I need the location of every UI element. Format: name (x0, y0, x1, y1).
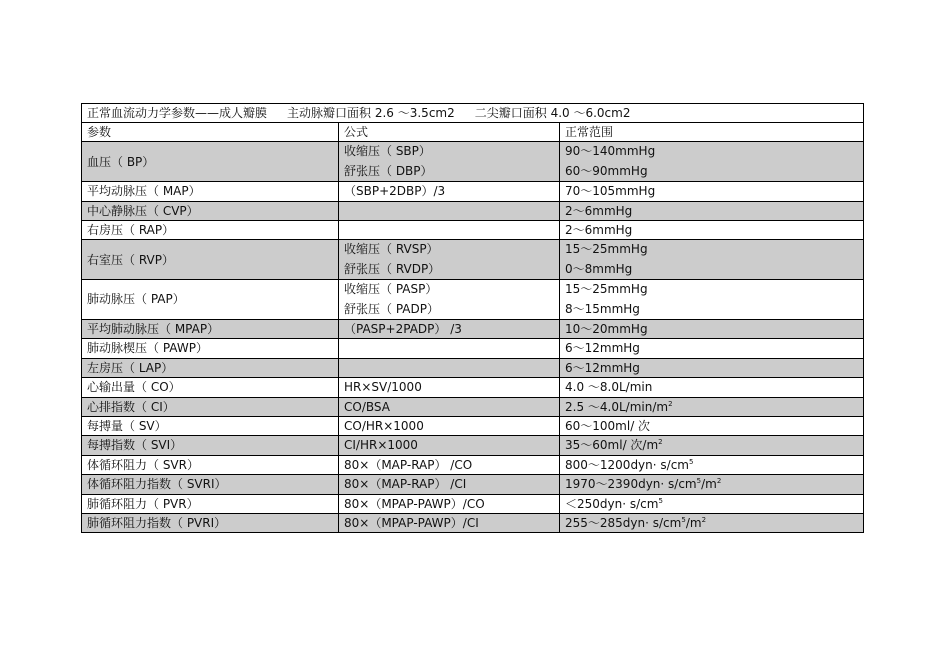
range-text: 1970～2390dyn· s/cm (565, 477, 697, 492)
title-aortic: 主动脉瓣口面积 2.6 ～3.5cm2 (287, 106, 455, 120)
range-unit-exponent: 5 (681, 516, 686, 525)
range-text: 15～25mmHg (565, 282, 648, 297)
formula-text: 80×（MAP-RAP） /CO (344, 457, 473, 472)
formula-text: HR×SV/1000 (344, 380, 422, 395)
table-row (82, 280, 864, 320)
header-range: 正常范围 (560, 123, 864, 142)
formula-text: CI/HR×1000 (344, 438, 418, 453)
param-cell: 血压（ BP） (82, 142, 339, 182)
range-cell (560, 221, 864, 240)
param-cell: 右房压（ RAP） (82, 221, 339, 240)
range-text: 2.5 ～4.0L/min/m (565, 399, 669, 414)
hemodynamics-sheet (81, 103, 863, 533)
table-row (82, 201, 864, 220)
formula-cell (339, 339, 560, 358)
formula-text: 80×（MPAP-PAWP）/CI (344, 516, 479, 531)
formula-cell (339, 494, 560, 513)
header-param: 参数 (82, 123, 339, 142)
param-cell: 右室压（ RVP） (82, 240, 339, 280)
range-cell (560, 142, 864, 182)
param-cell: 肺循环阻力（ PVR） (82, 494, 339, 513)
range-text: 6～12mmHg (565, 360, 640, 375)
formula-cell (339, 417, 560, 436)
param-cell: 左房压（ LAP） (82, 358, 339, 377)
formula-cell (339, 455, 560, 474)
range-text: 60～100ml/ 次 (565, 419, 651, 433)
formula-text: （SBP+2DBP）/3 (344, 184, 446, 199)
range-unit-exponent-2: 2 (701, 516, 707, 525)
table-row (82, 455, 864, 474)
table-row (82, 494, 864, 513)
formula-cell (339, 514, 560, 533)
formula-cell (339, 221, 560, 240)
range-unit-exponent: 2 (658, 438, 663, 447)
param-cell: 心排指数（ CI） (82, 397, 339, 416)
param-cell: 平均肺动脉压（ MPAP） (82, 319, 339, 338)
title-left: 正常血流动力学参数——成人瓣膜 (87, 106, 268, 120)
header-formula: 公式 (339, 123, 560, 142)
param-cell: 每搏量（ SV） (82, 417, 339, 436)
range-text: 70～105mmHg (565, 184, 656, 199)
range-cell (560, 475, 864, 494)
param-cell: 肺动脉压（ PAP） (82, 280, 339, 320)
table-row (82, 358, 864, 377)
formula-text: 舒张压（ RVDP） (344, 261, 441, 276)
formula-cell (339, 280, 560, 320)
formula-text: 收缩压（ SBP） (344, 144, 431, 159)
range-cell (560, 280, 864, 320)
range-text: ＜250dyn· s/cm (565, 496, 659, 511)
hemodynamics-table (81, 103, 864, 533)
formula-cell (339, 475, 560, 494)
range-text: 8～15mmHg (565, 301, 640, 316)
formula-cell (339, 378, 560, 397)
table-row (82, 417, 864, 436)
range-text: 60～90mmHg (565, 163, 648, 178)
table-row (82, 475, 864, 494)
formula-cell (339, 142, 560, 182)
range-text: 800～1200dyn· s/cm (565, 457, 689, 472)
param-cell: 平均动脉压（ MAP） (82, 182, 339, 201)
formula-cell (339, 436, 560, 455)
formula-cell (339, 240, 560, 280)
table-row (82, 240, 864, 280)
range-cell (560, 436, 864, 455)
range-cell (560, 417, 864, 436)
formula-text: CO/HR×1000 (344, 419, 424, 433)
range-text: 10～20mmHg (565, 321, 648, 336)
range-cell (560, 358, 864, 377)
header-row (82, 123, 864, 142)
range-cell (560, 378, 864, 397)
range-text: 6～12mmHg (565, 341, 640, 356)
range-unit-exponent: 5 (688, 457, 694, 466)
param-cell: 体循环阻力（ SVR） (82, 455, 339, 474)
param-cell: 中心静脉压（ CVP） (82, 201, 339, 220)
range-text: 255～285dyn· s/cm (565, 516, 682, 531)
param-cell: 体循环阻力指数（ SVRI） (82, 475, 339, 494)
param-cell: 每搏指数（ SVI） (82, 436, 339, 455)
table-row (82, 142, 864, 182)
formula-text: 舒张压（ DBP） (344, 163, 433, 178)
table-row (82, 319, 864, 338)
range-unit-exponent: 2 (668, 399, 673, 408)
range-cell (560, 240, 864, 280)
range-cell (560, 514, 864, 533)
range-text: 35～60ml/ 次/m (565, 438, 659, 453)
formula-cell (339, 319, 560, 338)
range-unit-exponent: 5 (696, 477, 702, 486)
formula-cell (339, 182, 560, 201)
table-row (82, 378, 864, 397)
formula-text: 收缩压（ RVSP） (344, 242, 439, 257)
range-cell (560, 455, 864, 474)
table-row (82, 221, 864, 240)
range-text: 4.0 ～8.0L/min (565, 380, 653, 395)
range-cell (560, 397, 864, 416)
range-cell (560, 494, 864, 513)
range-unit-exponent-2: 2 (716, 477, 722, 486)
formula-text: 80×（MPAP-PAWP）/CO (344, 496, 485, 511)
table-row (82, 339, 864, 358)
range-text: 90～140mmHg (565, 144, 656, 159)
formula-text: CO/BSA (344, 399, 390, 414)
range-text: 2～6mmHg (565, 203, 633, 218)
param-cell: 心输出量（ CO） (82, 378, 339, 397)
range-unit-exponent: 5 (658, 496, 663, 505)
param-cell: 肺动脉楔压（ PAWP） (82, 339, 339, 358)
range-unit-tail: /m (701, 477, 717, 492)
range-text: 2～6mmHg (565, 223, 633, 237)
range-cell (560, 339, 864, 358)
range-unit-tail: /m (685, 516, 702, 531)
formula-cell (339, 358, 560, 377)
range-cell (560, 201, 864, 220)
param-cell: 肺循环阻力指数（ PVRI） (82, 514, 339, 533)
range-text: 15～25mmHg (565, 242, 648, 257)
formula-text: 80×（MAP-RAP） /CI (344, 477, 467, 492)
table-title (82, 104, 864, 123)
formula-cell (339, 397, 560, 416)
formula-text: 收缩压（ PASP） (344, 282, 438, 297)
table-row (82, 436, 864, 455)
range-cell (560, 182, 864, 201)
formula-text: 舒张压（ PADP） (344, 301, 439, 316)
range-cell (560, 319, 864, 338)
formula-cell (339, 201, 560, 220)
table-row (82, 182, 864, 201)
range-text: 0～8mmHg (565, 261, 633, 276)
title-mitral: 二尖瓣口面积 4.0 ～6.0cm2 (474, 106, 631, 120)
table-row (82, 397, 864, 416)
formula-text: （PASP+2PADP） /3 (344, 321, 462, 336)
title-row (82, 104, 864, 123)
table-row (82, 514, 864, 533)
